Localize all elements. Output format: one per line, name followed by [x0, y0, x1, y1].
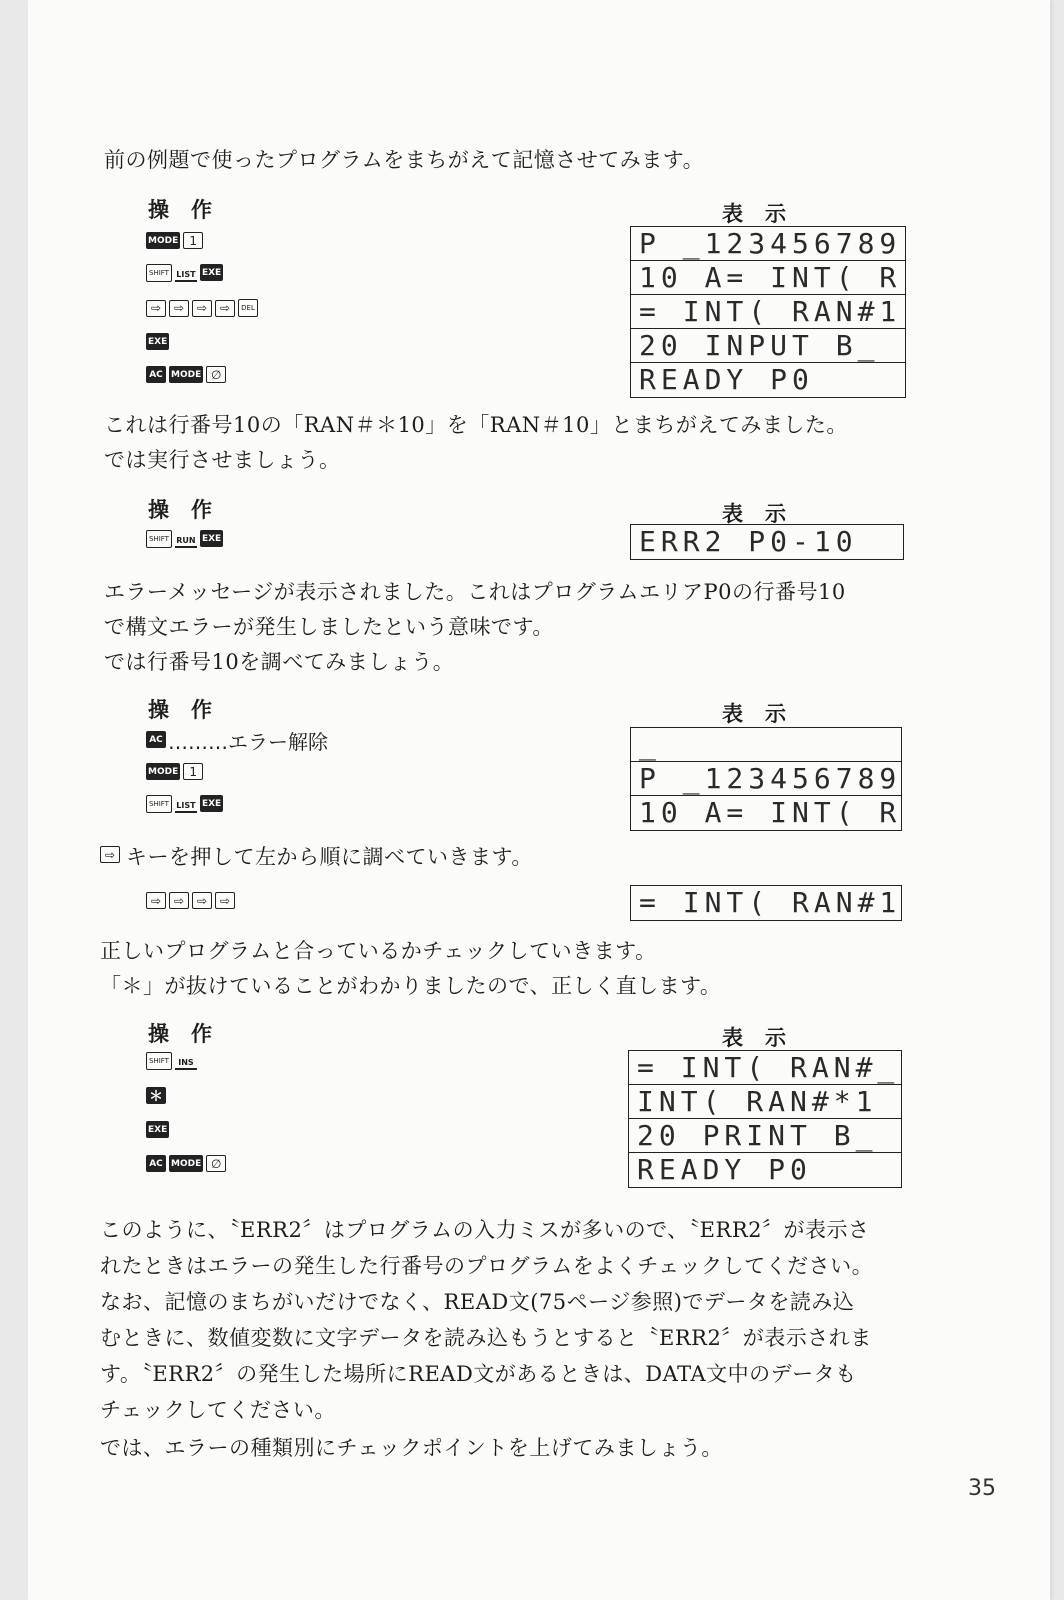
- right-arrow-key[interactable]: ⇨: [100, 846, 120, 863]
- key-row-cursor: [146, 892, 235, 909]
- key-row-shift-list-exe: [146, 263, 223, 282]
- lcd-line: = INT( RAN#_: [629, 1051, 901, 1085]
- list-key[interactable]: LIST: [175, 794, 197, 813]
- right-arrow-key[interactable]: ⇨: [169, 300, 189, 317]
- para5-line2: れたときはエラーの発生した行番号のプログラムをよくチェックしてください。: [100, 1254, 874, 1278]
- shift-key[interactable]: SHIFT: [146, 264, 172, 282]
- lcd-line: = INT( RAN#1: [631, 295, 905, 329]
- operation-header: 操作: [148, 498, 234, 522]
- para2-line2: で構文エラーが発生しましたという意味です。: [104, 615, 554, 639]
- para3-text: キーを押して左から順に調べていきます。: [126, 845, 533, 869]
- para2-line1: エラーメッセージが表示されました。これはプログラムエリアP0の行番号10: [104, 580, 846, 604]
- shift-key[interactable]: SHIFT: [146, 1052, 172, 1070]
- exe-key[interactable]: EXE: [200, 530, 223, 547]
- lcd-display-2: [630, 524, 904, 560]
- ac-key[interactable]: AC: [146, 731, 166, 748]
- key-row-exe: [146, 1121, 169, 1138]
- ins-key[interactable]: INS: [175, 1051, 197, 1070]
- run-key[interactable]: RUN: [175, 529, 197, 548]
- intro-text: 前の例題で使ったプログラムをまちがえて記憶させてみます。: [104, 148, 705, 172]
- mode-key[interactable]: MODE: [169, 366, 203, 383]
- exe-key[interactable]: EXE: [146, 1121, 169, 1138]
- lcd-line: READY P0: [639, 363, 814, 396]
- ac-key[interactable]: AC: [146, 366, 166, 383]
- exe-key[interactable]: EXE: [200, 264, 223, 281]
- manual-page: [28, 0, 1050, 1600]
- key-row-ac-mode-0: [146, 366, 226, 383]
- lcd-display-3: [630, 727, 902, 831]
- lcd-line: READY P0: [637, 1153, 812, 1186]
- lcd-display-3b: [630, 885, 902, 921]
- key-row-mode-1: [146, 763, 203, 780]
- lcd-line: ERR2 P0-10: [639, 525, 858, 558]
- lcd-line: = INT( RAN#1: [639, 886, 902, 919]
- page-number: 35: [968, 1476, 996, 1501]
- mode-key[interactable]: MODE: [169, 1155, 203, 1172]
- zero-key[interactable]: ∅: [206, 1155, 226, 1172]
- lcd-line: 10 A= INT( R: [631, 261, 905, 295]
- shift-key[interactable]: SHIFT: [146, 795, 172, 813]
- lcd-display-1: [630, 226, 906, 398]
- key-row-exe: [146, 333, 169, 350]
- key-row-ac-mode-0: [146, 1155, 226, 1172]
- para5-line5: す。〝ERR2〞の発生した場所にREAD文があるときは、DATA文中のデータも: [100, 1362, 857, 1386]
- right-arrow-key[interactable]: ⇨: [146, 300, 166, 317]
- key-row-multiply: [146, 1087, 166, 1104]
- display-header: 表示: [722, 702, 808, 726]
- para5-line3: なお、記憶のまちがいだけでなく、READ文(75ページ参照)でデータを読み込: [100, 1290, 855, 1314]
- operation-header: 操作: [148, 698, 234, 722]
- error-clear-note: ………エラー解除: [168, 730, 328, 754]
- right-arrow-key[interactable]: ⇨: [192, 300, 212, 317]
- ac-key[interactable]: AC: [146, 1155, 166, 1172]
- shift-key[interactable]: SHIFT: [146, 530, 172, 548]
- right-arrow-key[interactable]: ⇨: [215, 892, 235, 909]
- para1-line2: では実行させましょう。: [104, 448, 341, 472]
- para5-line6: チェックしてください。: [100, 1398, 336, 1422]
- key-row-mode-1: [146, 232, 203, 249]
- key-inline-right-arrow: [100, 846, 120, 863]
- para5-line1: このように、〝ERR2〞はプログラムの入力ミスが多いので、〝ERR2〞が表示さ: [100, 1218, 870, 1242]
- mode-key[interactable]: MODE: [146, 763, 180, 780]
- lcd-line: P _123456789: [631, 227, 905, 261]
- para1-line1: これは行番号10の「RAN＃＊10」を「RAN＃10」とまちがえてみました。: [104, 413, 848, 437]
- para4-line1: 正しいプログラムと合っているかチェックしていきます。: [100, 939, 657, 963]
- para5-line4: むときに、数値変数に文字データを読み込もうとすると〝ERR2〞が表示されま: [100, 1326, 872, 1350]
- display-header: 表示: [722, 1026, 808, 1050]
- exe-key[interactable]: EXE: [200, 795, 223, 812]
- list-key[interactable]: LIST: [175, 263, 197, 282]
- mode-key[interactable]: MODE: [146, 232, 180, 249]
- lcd-line: _: [631, 728, 901, 762]
- lcd-line: P _123456789: [631, 762, 901, 796]
- para5-line7: では、エラーの種類別にチェックポイントを上げてみましょう。: [100, 1436, 723, 1460]
- lcd-line: 20 PRINT B_: [629, 1119, 901, 1153]
- key-row-shift-ins: [146, 1051, 197, 1070]
- zero-key[interactable]: ∅: [206, 366, 226, 383]
- exe-key[interactable]: EXE: [146, 333, 169, 350]
- key-row-ac: [146, 731, 166, 748]
- right-arrow-key[interactable]: ⇨: [146, 892, 166, 909]
- display-header: 表示: [722, 202, 808, 226]
- one-key[interactable]: 1: [183, 763, 203, 780]
- one-key[interactable]: 1: [183, 232, 203, 249]
- key-row-cursor-del: [146, 299, 258, 317]
- lcd-line: 10 A= INT( R: [639, 796, 902, 829]
- display-header: 表示: [722, 502, 808, 526]
- operation-header: 操作: [148, 198, 234, 222]
- key-row-shift-list-exe: [146, 794, 223, 813]
- multiply-key[interactable]: ＊: [146, 1087, 166, 1104]
- operation-header: 操作: [148, 1022, 234, 1046]
- key-row-shift-run-exe: [146, 529, 223, 548]
- right-arrow-key[interactable]: ⇨: [215, 300, 235, 317]
- para4-line2: 「＊」が抜けていることがわかりましたので、正しく直します。: [100, 974, 722, 998]
- lcd-line: 20 INPUT B_: [631, 329, 905, 363]
- right-arrow-key[interactable]: ⇨: [169, 892, 189, 909]
- right-arrow-key[interactable]: ⇨: [192, 892, 212, 909]
- del-key[interactable]: DEL: [238, 299, 258, 317]
- lcd-display-4: [628, 1050, 902, 1188]
- lcd-line: INT( RAN#*1: [629, 1085, 901, 1119]
- para2-line3: では行番号10を調べてみましょう。: [104, 650, 455, 674]
